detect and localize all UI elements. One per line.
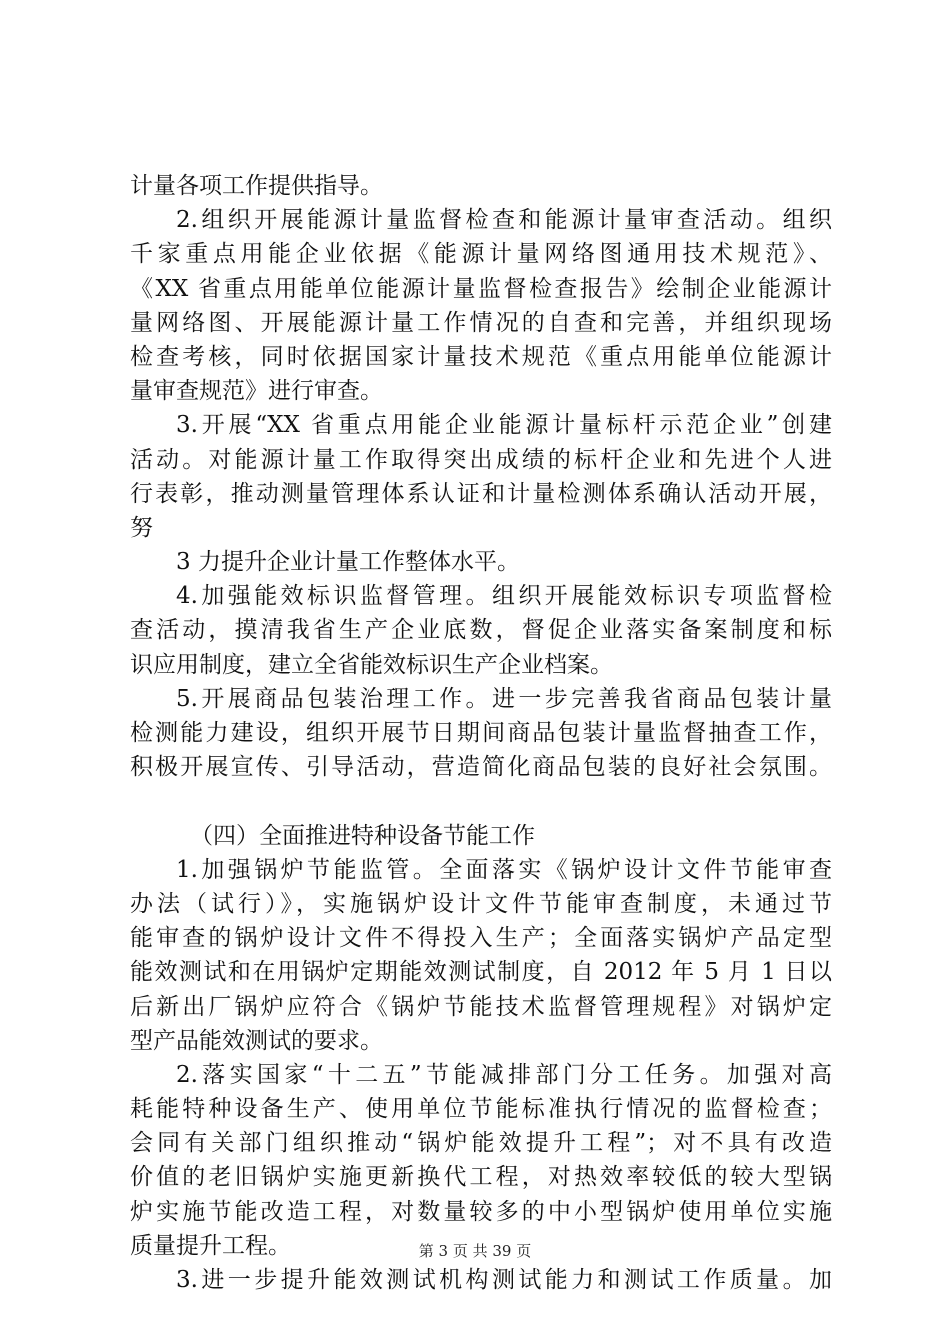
paragraph-line: 《XX 省重点用能单位能源计量监督检查报告》绘制企业能源计 <box>130 275 832 302</box>
paragraph-line: 1.加强锅炉节能监管。全面落实《锅炉设计文件节能审查 <box>176 856 832 883</box>
paragraph-spacer <box>130 784 832 818</box>
paragraph-line: 千家重点用能企业依据《能源计量网络图通用技术规范》、 <box>130 241 832 268</box>
paragraph-line: 识应用制度，建立全省能效标识生产企业档案。 <box>130 651 613 678</box>
paragraph-line: 3 力提升企业计量工作整体水平。 <box>176 549 520 576</box>
paragraph-line: 耗能特种设备生产、使用单位节能标准执行情况的监督检查； <box>130 1096 832 1123</box>
paragraph-line: 能审查的锅炉设计文件不得投入生产；全面落实锅炉产品定型 <box>130 925 832 952</box>
paragraph-line: 检查考核，同时依据国家计量技术规范《重点用能单位能源计 <box>130 343 832 370</box>
paragraph-line: 量审查规范》进行审查。 <box>130 378 383 405</box>
paragraph-line: 积极开展宣传、引导活动，营造简化商品包装的良好社会氛围。 <box>130 754 832 781</box>
paragraph-line: 检测能力建设，组织开展节日期间商品包装计量监督抽查工作， <box>130 720 832 746</box>
paragraph-line: 查活动，摸清我省生产企业底数，督促企业落实备案制度和标 <box>130 617 832 644</box>
paragraph-line: 价值的老旧锅炉实施更新换代工程，对热效率较低的较大型锅 <box>130 1164 832 1191</box>
page-footer: 第 3 页 共 39 页 <box>418 1242 532 1260</box>
paragraph-line: 会同有关部门组织推动“锅炉能效提升工程”；对不具有改造 <box>130 1130 832 1157</box>
body-text <box>130 169 832 1297</box>
paragraph-line: 5.开展商品包装治理工作。进一步完善我省商品包装计量 <box>176 685 832 712</box>
paragraph-line: 2.落实国家“十二五”节能减排部门分工任务。加强对高 <box>176 1061 832 1088</box>
paragraph-line: 行表彰，推动测量管理体系认证和计量检测体系确认活动开展， <box>130 480 832 507</box>
paragraph-line: 2.组织开展能源计量监督检查和能源计量审查活动。组织 <box>176 207 832 234</box>
paragraph-line: 炉实施节能改造工程，对数量较多的中小型锅炉使用单位实施 <box>130 1198 832 1225</box>
paragraph-line: 3.开展“XX 省重点用能企业能源计量标杆示范企业”创建 <box>176 412 832 439</box>
section-heading: （四）全面推进特种设备节能工作 <box>190 822 535 849</box>
paragraph-line: 后新出厂锅炉应符合《锅炉节能技术监督管理规程》对锅炉定 <box>130 993 832 1020</box>
paragraph-line: 型产品能效测试的要求。 <box>130 1027 383 1054</box>
paragraph-line: 4.加强能效标识监督管理。组织开展能效标识专项监督检 <box>176 583 832 610</box>
paragraph-line: 计量各项工作提供指导。 <box>130 173 383 199</box>
paragraph-line: 办法（试行）》，实施锅炉设计文件节能审查制度，未通过节 <box>130 890 832 917</box>
paragraph-line: 3.进一步提升能效测试机构测试能力和测试工作质量。加 <box>176 1267 832 1293</box>
paragraph-line: 能效测试和在用锅炉定期能效测试制度，自 2012 年 5 月 1 日以 <box>130 959 832 986</box>
paragraph-line: 质量提升工程。 <box>130 1232 291 1259</box>
paragraph-line: 活动。对能源计量工作取得突出成绩的标杆企业和先进个人进 <box>130 446 832 473</box>
paragraph-line: 量网络图、开展能源计量工作情况的自查和完善，并组织现场 <box>130 309 832 336</box>
paragraph-line: 努 <box>130 514 153 541</box>
